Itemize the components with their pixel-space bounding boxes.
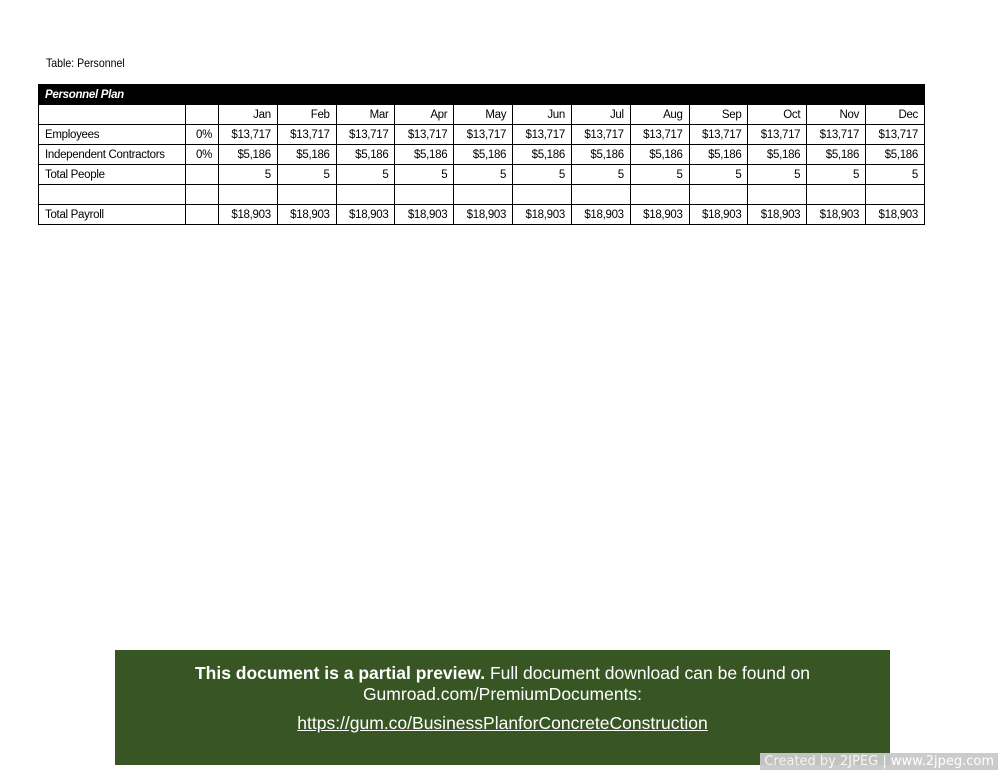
- month-header: Oct: [748, 105, 807, 125]
- table-cell: 5: [395, 165, 454, 185]
- banner-text: Full document download can be found on Gumroad.com/PremiumDocuments:: [362, 663, 811, 704]
- table-cell: [689, 185, 748, 205]
- table-cell: $18,903: [395, 205, 454, 225]
- table-cell: $13,717: [630, 125, 689, 145]
- month-header: Jan: [219, 105, 278, 125]
- table-cell: $13,717: [336, 125, 395, 145]
- month-header: May: [454, 105, 513, 125]
- table-cell: $5,186: [513, 145, 572, 165]
- banner-message: [115, 663, 890, 705]
- table-title: Personnel Plan: [39, 85, 186, 105]
- table-cell: $5,186: [277, 145, 336, 165]
- table-cell: 5: [807, 165, 866, 185]
- table-cell: $5,186: [571, 145, 630, 165]
- table-cell: 5: [571, 165, 630, 185]
- table-cell: $13,717: [866, 125, 925, 145]
- month-header: Feb: [277, 105, 336, 125]
- row-label: Independent Contractors: [39, 145, 186, 165]
- table-cell: 5: [454, 165, 513, 185]
- table-cell: $18,903: [807, 205, 866, 225]
- table-cell: [513, 185, 572, 205]
- row-percent: [186, 205, 219, 225]
- table-cell: $13,717: [277, 125, 336, 145]
- row-percent: 0%: [186, 125, 219, 145]
- month-header: Aug: [630, 105, 689, 125]
- table-cell: $18,903: [454, 205, 513, 225]
- table-cell: $18,903: [277, 205, 336, 225]
- banner-bold-text: This document is a partial preview.: [194, 663, 486, 683]
- table-cell: $13,717: [571, 125, 630, 145]
- table-title-row: [39, 85, 925, 105]
- table-cell: $5,186: [454, 145, 513, 165]
- month-header: Jul: [571, 105, 630, 125]
- table-cell: $5,186: [807, 145, 866, 165]
- download-link[interactable]: https://gum.co/BusinessPlanforConcreteConstruction: [297, 713, 708, 733]
- table-cell: $13,717: [689, 125, 748, 145]
- header-pct-blank: [186, 105, 219, 125]
- row-percent: 0%: [186, 145, 219, 165]
- table-cell: [277, 185, 336, 205]
- table-cell: 5: [277, 165, 336, 185]
- table-cell: $18,903: [513, 205, 572, 225]
- month-header: Sep: [689, 105, 748, 125]
- table-cell: [336, 185, 395, 205]
- month-header: Apr: [395, 105, 454, 125]
- table-row: [39, 145, 925, 165]
- table-cell: $18,903: [219, 205, 278, 225]
- table-cell: 5: [513, 165, 572, 185]
- table-cell: $13,717: [219, 125, 278, 145]
- table-cell: 5: [630, 165, 689, 185]
- table-cell: $5,186: [336, 145, 395, 165]
- table-cell: [219, 185, 278, 205]
- table-cell: $13,717: [748, 125, 807, 145]
- table-row: [39, 185, 925, 205]
- table-cell: $5,186: [748, 145, 807, 165]
- table-cell: $5,186: [689, 145, 748, 165]
- table-cell: $18,903: [748, 205, 807, 225]
- table-cell: 5: [866, 165, 925, 185]
- table-header-row: [39, 105, 925, 125]
- table-cell: 5: [219, 165, 278, 185]
- table-cell: 5: [689, 165, 748, 185]
- table-cell: 5: [336, 165, 395, 185]
- month-header: Nov: [807, 105, 866, 125]
- table-cell: $18,903: [571, 205, 630, 225]
- preview-banner: [115, 650, 890, 765]
- row-label: Total Payroll: [39, 205, 186, 225]
- month-header: Dec: [866, 105, 925, 125]
- watermark: Created by 2JPEG | www.2jpeg.com: [760, 753, 998, 770]
- table-cell: $5,186: [866, 145, 925, 165]
- row-percent: [186, 165, 219, 185]
- table-cell: $13,717: [513, 125, 572, 145]
- table-cell: $5,186: [395, 145, 454, 165]
- table-cell: $13,717: [395, 125, 454, 145]
- table-cell: 5: [748, 165, 807, 185]
- table-cell: $13,717: [454, 125, 513, 145]
- table-cell: [866, 185, 925, 205]
- table-cell: [630, 185, 689, 205]
- table-caption: Table: Personnel: [46, 56, 125, 70]
- table-cell: [807, 185, 866, 205]
- table-cell: $18,903: [866, 205, 925, 225]
- table-cell: [571, 185, 630, 205]
- row-label: Employees: [39, 125, 186, 145]
- table-cell: $18,903: [336, 205, 395, 225]
- table-row: [39, 165, 925, 185]
- table-cell: $5,186: [219, 145, 278, 165]
- header-blank: [39, 105, 186, 125]
- table-row: [39, 125, 925, 145]
- row-label: [39, 185, 186, 205]
- table-cell: [454, 185, 513, 205]
- row-label: Total People: [39, 165, 186, 185]
- personnel-table: [38, 84, 925, 225]
- row-percent: [186, 185, 219, 205]
- month-header: Mar: [336, 105, 395, 125]
- table-cell: $18,903: [630, 205, 689, 225]
- table-cell: [395, 185, 454, 205]
- table-row: [39, 205, 925, 225]
- table-title-filler: [186, 85, 219, 105]
- month-header: Jun: [513, 105, 572, 125]
- table-cell: [748, 185, 807, 205]
- table-cell: $13,717: [807, 125, 866, 145]
- table-cell: $18,903: [689, 205, 748, 225]
- table-cell: $5,186: [630, 145, 689, 165]
